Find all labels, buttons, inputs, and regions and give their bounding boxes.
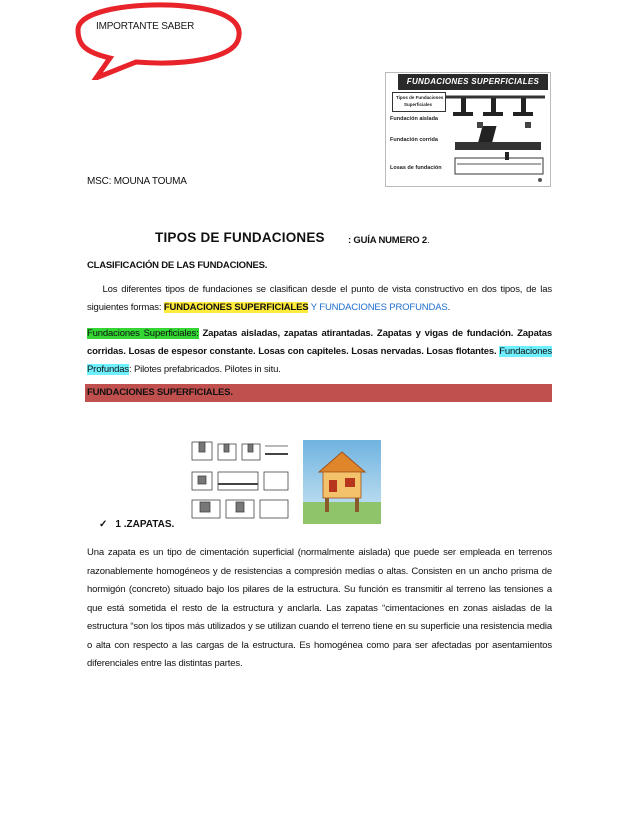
bubble-text: IMPORTANTE SABER xyxy=(96,21,195,32)
paragraph2-text2: : Pilotes prefabricados. Pilotes in situ. xyxy=(128,364,281,375)
author: MSC: MOUNA TOUMA xyxy=(87,176,187,187)
page-subtitle xyxy=(348,235,429,246)
checkmark-icon: ✓ xyxy=(99,519,108,530)
list-item-zapatas xyxy=(99,519,174,530)
figure-subtitle-line2: Superficiales xyxy=(404,102,433,107)
highlight-superficiales-label: Fundaciones Superficiales: xyxy=(87,328,199,339)
paragraph-zapatas: Una zapata es un tipo de cimentación superficial (normalmente aislada) que puede ser empleada en terrenos razonablemente homogéneos y de resistencias a compresión medias o altas. Consisten en un ancho prisma de hormigón (concreto) situado bajo los pilares de la estructura. Su función es transmitir al terreno las tensiones a que está sometida el resto de la estructura y anclarla. Las zapatas “cimentaciones en zonas aisladas de la estructura “son los tipos más utilizados y se utilizan cuando el terreno tiene en su superficie una resistencia media o alta con respecto a las cargas de la estructura. Es homogénea como para ser afectadas por asentamientos diferenciales entre las distintas partes. xyxy=(87,547,552,669)
section-heading: CLASIFICACIÓN DE LAS FUNDACIONES. xyxy=(87,260,268,271)
figure-label-losas: Losas de fundación xyxy=(390,165,442,171)
subtitle-text: : GUÍA NUMERO 2 xyxy=(348,235,427,246)
highlight-profundas-label: Fundaciones Profundas xyxy=(87,346,552,375)
figure-subtitle-line1: Tipos de Fundaciones xyxy=(396,95,444,100)
figure-label-corrida: Fundación corrida xyxy=(390,137,438,143)
section-bar-heading: FUNDACIONES SUPERFICIALES. xyxy=(87,387,233,398)
paragraph1-end: . xyxy=(447,302,451,313)
figure-house-illustration xyxy=(303,440,381,524)
paragraph-classification xyxy=(87,281,552,317)
paragraph1-connector: Y FUNDACIONES PROFUNDAS xyxy=(308,302,448,313)
paragraph1-text: Los diferentes tipos de fundaciones se clasifican desde el punto de vista constructivo en dos tipos, de las siguientes formas: xyxy=(87,284,552,313)
figure-zapatas-diagrams xyxy=(190,440,290,522)
figure-title: FUNDACIONES SUPERFICIALES xyxy=(398,74,548,90)
subtitle-end: . xyxy=(426,235,430,246)
paragraph2-text1: Zapatas aisladas, zapatas atirantadas. Zapatas y vigas de fundación. Zapatas corridas. Losas de espesor constante. Losas con capiteles. Losas nervadas. Losas flotantes. xyxy=(87,328,552,357)
highlight-fundaciones-superficiales: FUNDACIONES SUPERFICIALES xyxy=(163,302,309,313)
page-title: TIPOS DE FUNDACIONES xyxy=(155,230,325,245)
speech-bubble xyxy=(66,0,246,80)
figure-label-aislada: Fundación aislada xyxy=(390,116,438,122)
list-item-label: 1 .ZAPATAS. xyxy=(115,519,175,530)
paragraph-types xyxy=(87,325,552,379)
